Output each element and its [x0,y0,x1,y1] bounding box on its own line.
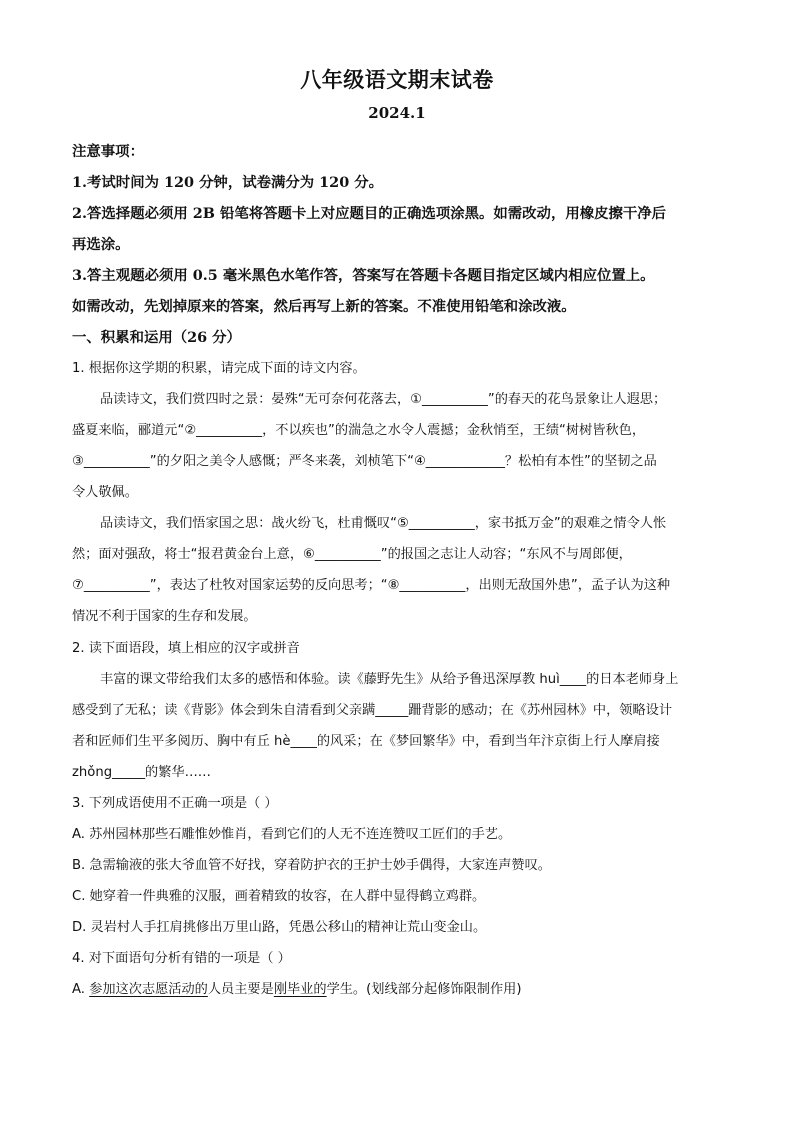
question-2 [72,633,722,788]
question-3 [72,788,722,943]
notice-item-3-line-2: 如需改动，先划掉原来的答案，然后再写上新的答案。不准使用铅笔和涂改液。 [72,298,576,315]
q4-option-a-suffix: 学生。(划线部分起修饰限制作用) [326,982,522,997]
q4-option-a-underlined-2: 刚毕业的 [273,982,327,997]
q3-option-a: A. 苏州园林那些石雕惟妙惟肖，看到它们的人无不连连赞叹工匠们的手艺。 [72,827,512,842]
question-2-stem: 2. 读下面语段，填上相应的汉字或拼音 [72,641,300,656]
q1-paragraph-2-line-4: 情况不利于国家的生存和发展。 [72,609,257,624]
q2-line-3: 者和匠师们生平多阅历、胸中有丘 hè____的风采；在《梦回繁华》中，看到当年汴京街上行人摩肩接 [72,734,660,749]
notice-item-3-line-1: 3.答主观题必须用 0.5 毫米黑色水笔作答，答案写在答题卡各题目指定区域内相应位置上。 [72,267,655,284]
page-title: 八年级语文期末试卷 [300,67,494,92]
q1-paragraph-1-line-1: 品读诗文，我们赏四时之景：晏殊“无可奈何花落去，①__________”的春天的花鸟景象让人遐思； [100,392,667,407]
q2-line-2: 感受到了无私；读《背影》体会到朱自清看到父亲蹒_____跚背影的感动；在《苏州园林》中，领略设计 [72,703,673,718]
q1-paragraph-1-line-2: 盛夏来临，郦道元“②__________，不以疾也”的湍急之水令人震撼；金秋悄至，王绩“树树皆秋色， [72,423,646,438]
question-1 [72,353,722,632]
notice-item-1: 1.考试时间为 120 分钟，试卷满分为 120 分。 [72,174,384,191]
q4-option-a-middle: 人员主要是 [207,982,274,997]
q3-option-d: D. 灵岩村人手扛肩挑修出万里山路，凭愚公移山的精神让荒山变金山。 [72,920,487,935]
q4-option-a [72,974,722,1005]
q2-line-1: 丰富的课文带给我们太多的感悟和体验。读《藤野先生》从给予鲁迅深厚教 huì____的日本老师身上 [100,672,679,687]
q1-paragraph-1-line-3: ③__________”的夕阳之美令人感慨；严冬来袭，刘桢笔下“④____________？松柏有本性”的坚韧之品 [72,454,657,469]
notice-item-2-line-2: 再选涂。 [72,236,130,253]
section-1-heading: 一、积累和运用（26 分） [72,329,241,346]
q1-paragraph-2-line-1: 品读诗文，我们悟家国之思：战火纷飞，杜甫慨叹“⑤__________，家书抵万金”的艰难之情令人怅 [100,516,667,531]
q4-option-a-underlined-1: 参加这次志愿活动的 [89,982,208,997]
exam-date: 2024.1 [368,104,426,122]
q1-paragraph-1-line-4: 令人敬佩。 [72,485,138,500]
q1-paragraph-2-line-3: ⑦__________”，表达了杜牧对国家运势的反向思考；“⑧__________，出则无敌国外患”，孟子认为这种 [72,578,671,593]
question-1-stem: 1. 根据你这学期的积累，请完成下面的诗文内容。 [72,361,366,376]
notice-heading: 注意事项： [72,143,144,160]
q2-line-4: zhǒng_____的繁华…… [72,765,211,780]
question-4 [72,943,722,1005]
q3-option-c: C. 她穿着一件典雅的汉服，画着精致的妆容，在人群中显得鹤立鸡群。 [72,889,486,904]
notice-item-2-line-1: 2.答选择题必须用 2B 铅笔将答题卡上对应题目的正确选项涂黑。如需改动，用橡皮擦干净后 [72,205,667,222]
question-3-stem: 3. 下列成语使用不正确一项是（ ） [72,796,278,811]
q3-option-b: B. 急需输液的张大爷血管不好找，穿着防护衣的王护士妙手偶得，大家连声赞叹。 [72,858,551,873]
notice-block [72,136,722,322]
question-4-stem: 4. 对下面语句分析有错的一项是（ ） [72,951,291,966]
q4-option-a-prefix: A. [72,982,90,997]
q1-paragraph-2-line-2: 然；面对强敌，将士“报君黄金台上意，⑥__________”的报国之志让人动容；“东风不与周郎便， [72,547,632,562]
